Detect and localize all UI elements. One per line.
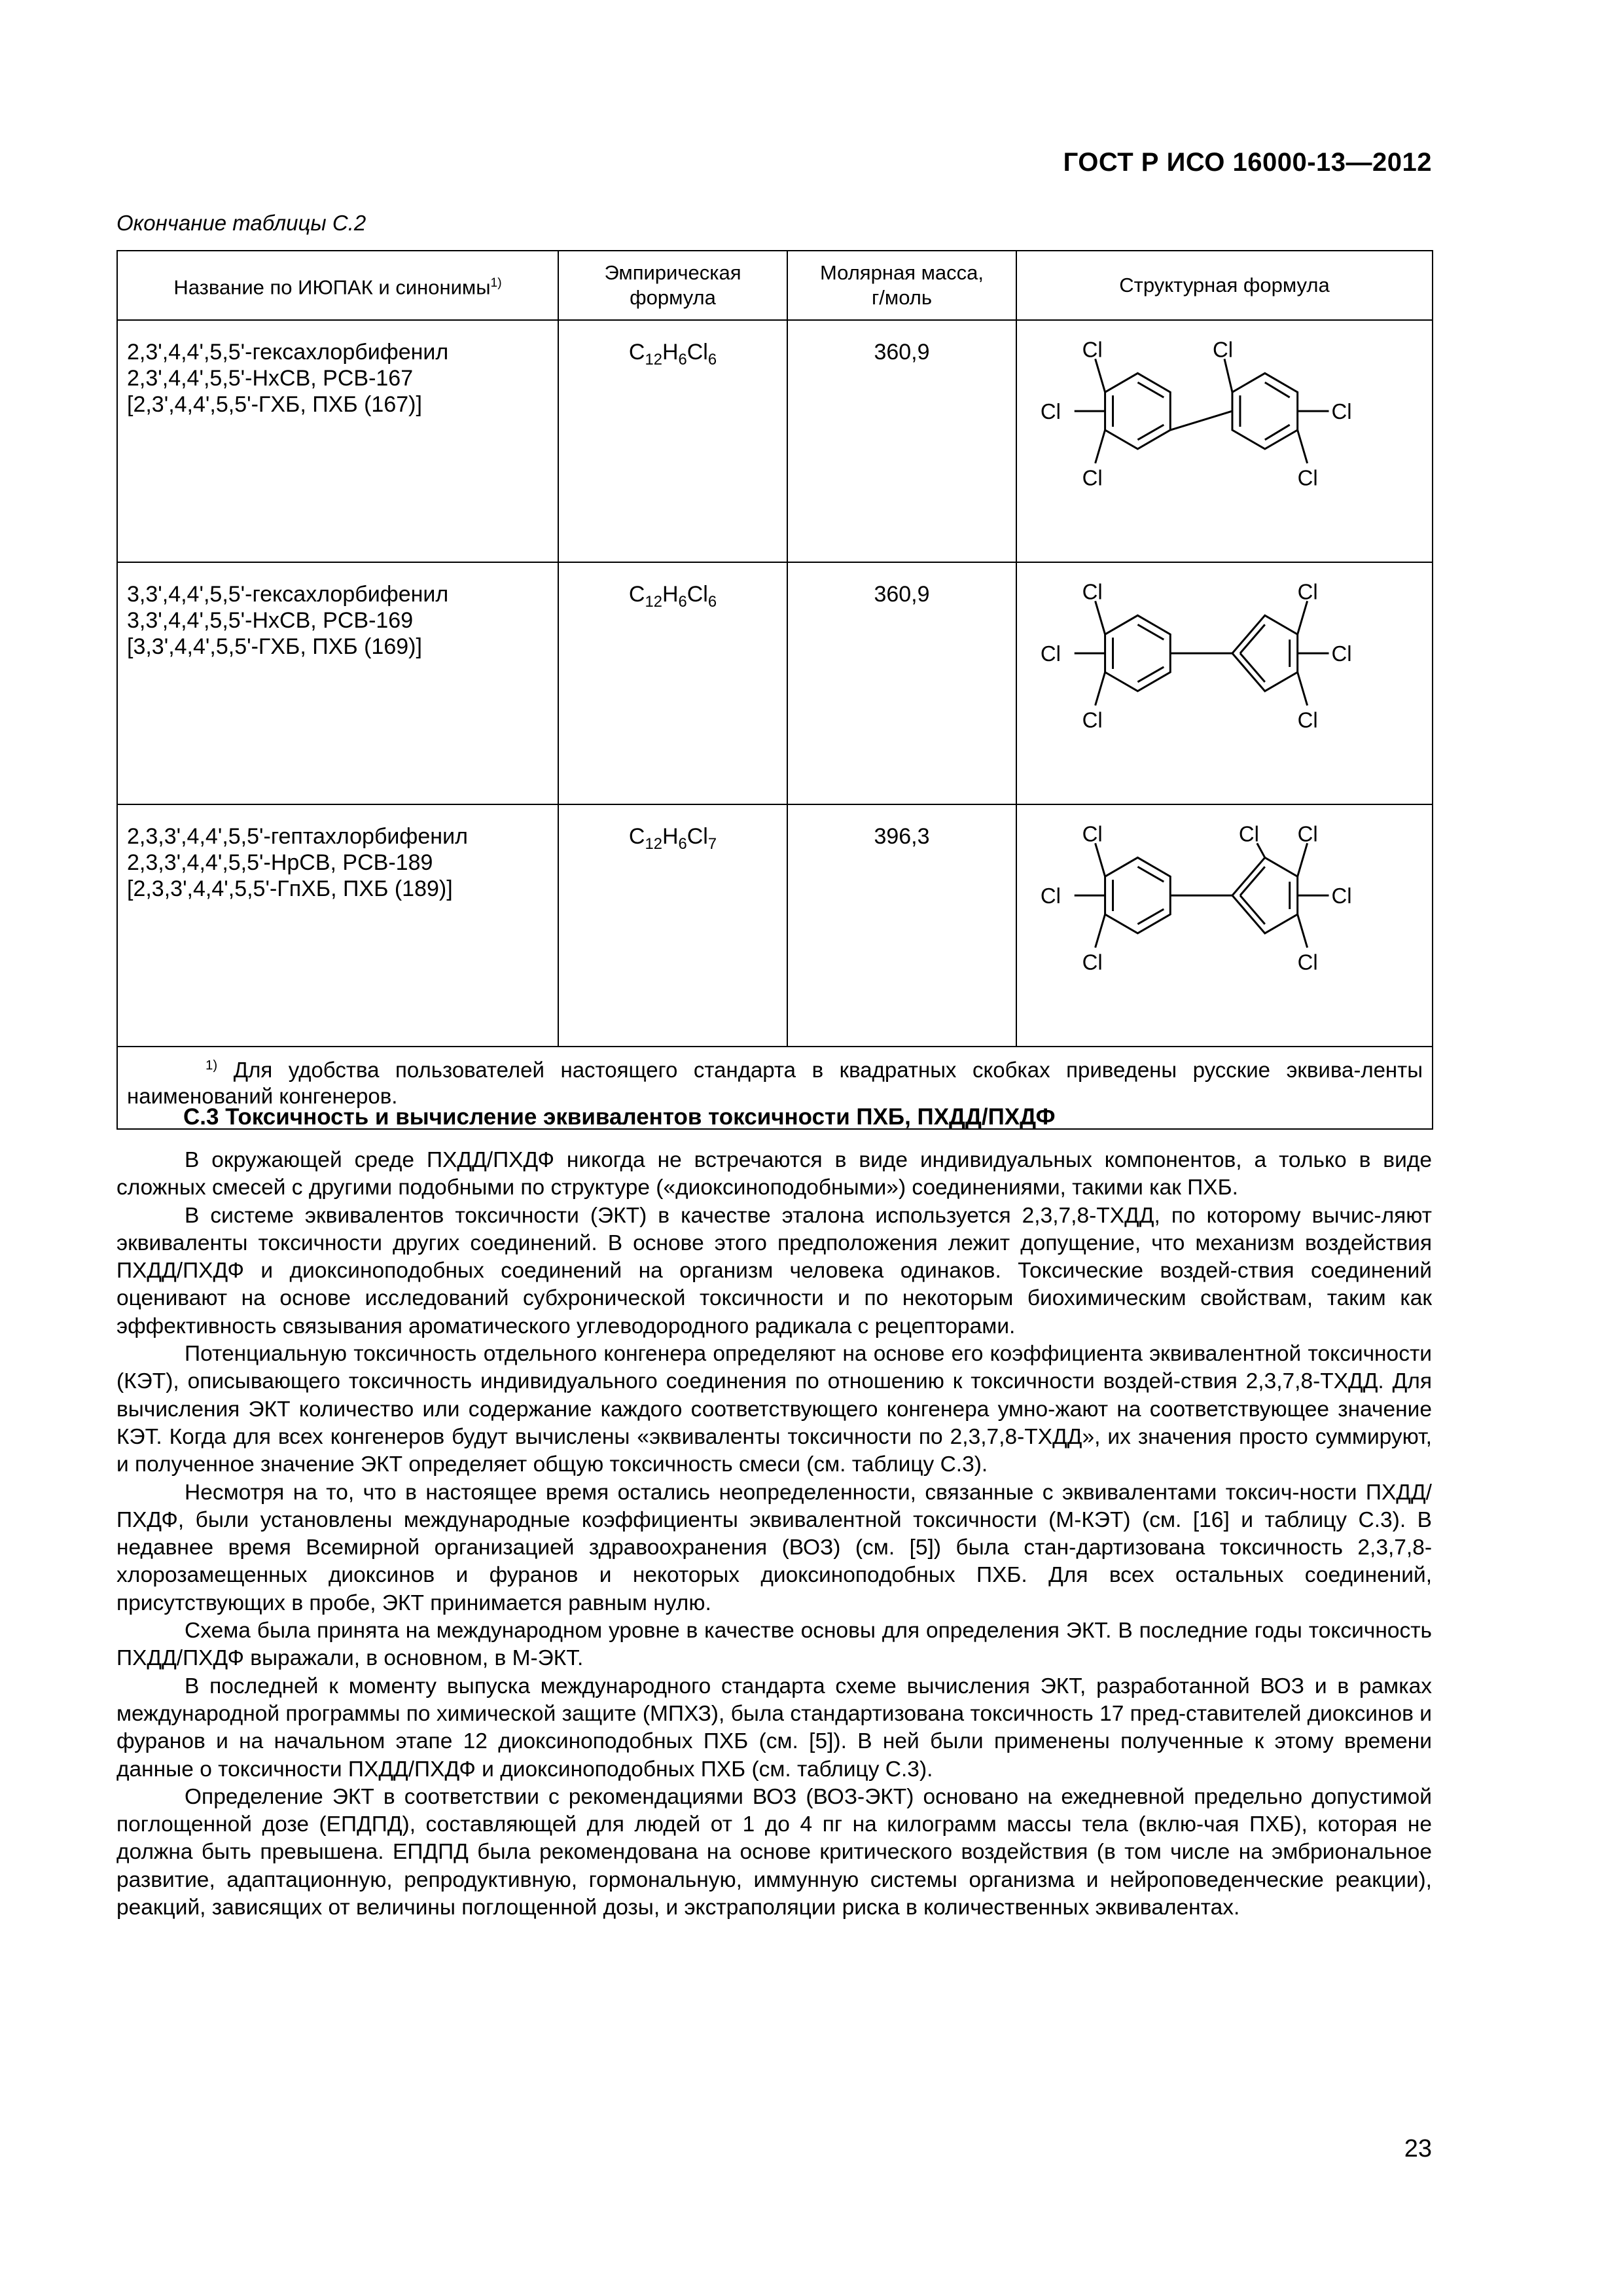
table-header-row xyxy=(117,251,1433,320)
cl-atom-label: Cl xyxy=(1331,399,1352,424)
cl-atom-label: Cl xyxy=(1040,641,1061,666)
document-header: ГОСТ Р ИСО 16000-13—2012 xyxy=(1063,148,1432,177)
cl-atom-label: Cl xyxy=(1238,821,1259,846)
cl-atom-label: Cl xyxy=(1331,641,1352,666)
congener-name: 2,3,3',4,4',5,5'-гептахлорбифенил 2,3,3',4,4',5,5'-HpCB, PCB-189 [2,3,3',4,4',5,5'-ГпХБ, ПХБ (189)] xyxy=(117,804,558,1047)
congener-name: 2,3',4,4',5,5'-гексахлорбифенил 2,3',4,4',5,5'-HxCB, PCB-167 [2,3',4,4',5,5'-ГХБ, ПХБ (167)] xyxy=(117,320,558,562)
col-header-structure: Структурная формула xyxy=(1016,251,1433,320)
pcb-167-structure xyxy=(1017,321,1432,543)
cl-atom-label: Cl xyxy=(1297,579,1318,604)
section-body xyxy=(116,1147,1432,1922)
empirical-formula: $C_{12}H_6Cl_6$ xyxy=(558,320,787,562)
paragraph: Несмотря на то, что в настоящее время остались неопределенности, связанные с эквивалентами токсич-ности ПХДД/ПХДФ, были установлены международные коэффициенты эквивалентной токсичности (М-КЭТ) (см. [16] и таблицу С.3). В недавнее время Всемирной организацией здравоохранения (ВОЗ) (см. [5]) была стан-дартизована токсичность 2,3,7,8-хлорозамещенных диоксинов и фуранов и некоторых диоксиноподобных ПХБ. Для всех остальных соединений, присутствующих в пробе, ЭКТ принимается равным нулю. xyxy=(116,1480,1432,1615)
col-header-name: Название по ИЮПАК и синонимы$^{1)}$ xyxy=(117,251,558,320)
paragraph: В последней к моменту выпуска международного стандарта схеме вычисления ЭКТ, разработанной ВОЗ и в рамках международной программы по химической защите (МПХЗ), была стандартизована токсичность 17 пред-ставителей диоксинов и фуранов и на начальном этапе 12 диоксиноподобных ПХБ (см. [5]). В ней были применены полученные к этому времени данные о токсичности ПХДД/ПХДФ и диоксиноподобных ПХБ (см. таблицу С.3). xyxy=(116,1674,1432,1782)
pcb-169-structure xyxy=(1017,563,1432,785)
section-title: С.3 Токсичность и вычисление эквивалентов токсичности ПХБ, ПХДД/ПХДФ xyxy=(183,1104,1056,1130)
cl-atom-label: Cl xyxy=(1213,337,1234,362)
molar-mass: 360,9 xyxy=(787,320,1016,562)
cl-atom-label: Cl xyxy=(1040,399,1061,424)
paragraph: Схема была принята на международном уровне в качестве основы для определения ЭКТ. В последние годы токсичность ПХДД/ПХДФ выражали, в основном, в М-ЭКТ. xyxy=(116,1619,1432,1671)
paragraph: Определение ЭКТ в соответствии с рекомендациями ВОЗ (ВОЗ-ЭКТ) основано на ежедневной предельно допустимой поглощенной дозе (ЕПДПД), составляющей для людей от 1 до 4 пг на килограмм массы тела (вклю-чая ПХБ), которая не должна быть превышена. ЕПДПД была рекомендована на основе критического воздействия (в том числе на эмбриональное развитие, адаптационную, репродуктивную, гормональную, иммунную системы организма и нейроповеденческие реакции), реакций, зависящих от величины поглощенной дозы, и экстраполяции риска в количественных эквивалентах. xyxy=(116,1784,1432,1920)
paragraph: В системе эквивалентов токсичности (ЭКТ) в качестве эталона используется 2,3,7,8-ТХДД, по которому вычис-ляют эквиваленты токсичности других соединений. В основе этого предположения лежит допущение, что механизм воздействия ПХДД/ПХДФ и диоксиноподобных соединений на организм человека одинаков. Токсические воздей-ствия соединений оценивают на основе исследований субхронической токсичности и по некоторым биохимическим свойствам, таким как эффективность связывания ароматического углеводородного радикала с рецепторами. xyxy=(116,1203,1432,1338)
empirical-formula: $C_{12}H_6Cl_6$ xyxy=(558,562,787,804)
empirical-formula: $C_{12}H_6Cl_7$ xyxy=(558,804,787,1047)
paragraph: Потенциальную токсичность отдельного конгенера определяют на основе его коэффициента эквивалентной токсичности (КЭТ), описывающего токсичность индивидуального соединения по отношению к токсичности воздей-ствия 2,3,7,8-ТХДД. Для вычисления ЭКТ количество или содержание каждого соответствующего конгенера умно-жают на соответствующее значение КЭТ. Когда для всех конгенеров будут вычислены «эквиваленты токсичности по 2,3,7,8-ТХДД», их значения просто суммируют, и полученное значение ЭКТ определяет общую токсичность смеси (см. таблицу С.3). xyxy=(116,1342,1432,1477)
cl-atom-label: Cl xyxy=(1297,821,1318,846)
cl-atom-label: Cl xyxy=(1082,708,1103,732)
cl-atom-label: Cl xyxy=(1297,950,1318,975)
col-header-empirical: Эмпирическая формула xyxy=(558,251,787,320)
cl-atom-label: Cl xyxy=(1082,337,1103,362)
cl-atom-label: Cl xyxy=(1082,821,1103,846)
molar-mass: 396,3 xyxy=(787,804,1016,1047)
table-row xyxy=(117,804,1433,1047)
cl-atom-label: Cl xyxy=(1297,465,1318,490)
cl-atom-label: Cl xyxy=(1082,579,1103,604)
cl-atom-label: Cl xyxy=(1331,884,1352,908)
cl-atom-label: Cl xyxy=(1297,708,1318,732)
molar-mass: 360,9 xyxy=(787,562,1016,804)
table-row xyxy=(117,320,1433,562)
table-footnote: $^{1)}$ Для удобства пользователей настоящего стандарта в квадратных скобках приведены русские эквива-ленты наименований конгенеров. xyxy=(117,1047,1433,1129)
structural-formula xyxy=(1016,320,1433,562)
col-header-mass: Молярная масса, г/моль xyxy=(787,251,1016,320)
table-row xyxy=(117,562,1433,804)
congener-name: 3,3',4,4',5,5'-гексахлорбифенил 3,3',4,4',5,5'-HxCB, PCB-169 [3,3',4,4',5,5'-ГХБ, ПХБ (169)] xyxy=(117,562,558,804)
paragraph: В окружающей среде ПХДД/ПХДФ никогда не встречаются в виде индивидуальных компонентов, а только в виде сложных смесей с другими подобными по структуре («диоксиноподобными») соединениями, такими как ПХБ. xyxy=(116,1148,1432,1200)
cl-atom-label: Cl xyxy=(1040,884,1061,908)
pcb-table xyxy=(116,250,1433,1130)
structural-formula xyxy=(1016,804,1433,1047)
table-caption: Окончание таблицы С.2 xyxy=(116,211,366,235)
structural-formula xyxy=(1016,562,1433,804)
cl-atom-label: Cl xyxy=(1082,950,1103,975)
cl-atom-label: Cl xyxy=(1082,465,1103,490)
page-number: 23 xyxy=(1404,2135,1432,2162)
pcb-189-structure xyxy=(1017,805,1432,1028)
